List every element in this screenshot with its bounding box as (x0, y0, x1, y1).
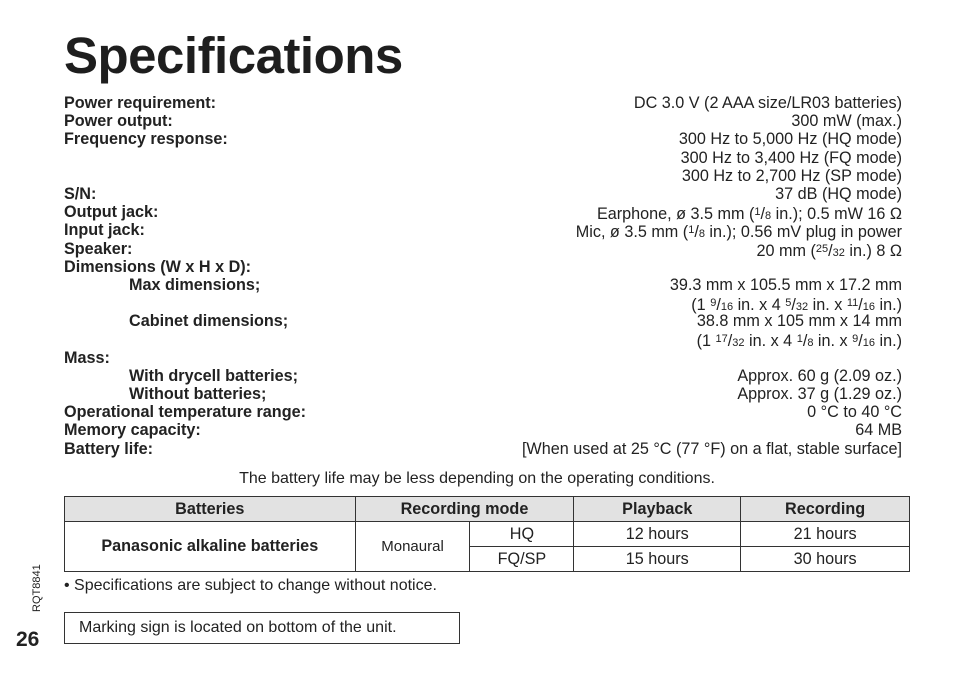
mode-cell: FQ/SP (470, 547, 574, 572)
spec-input-jack (64, 221, 902, 242)
page-title: Specifications (64, 27, 403, 84)
spec-label: With drycell batteries; (129, 366, 298, 385)
recording-cell: 30 hours (741, 547, 910, 572)
specifications-list (64, 94, 902, 458)
recording-cell: 21 hours (741, 522, 910, 547)
spec-label: Dimensions (W x H x D): (64, 257, 252, 276)
spec-value: 38.8 mm x 105 mm x 14 mm (696, 312, 902, 331)
document-code: RQT8841 (31, 564, 43, 612)
battery-life-table (64, 496, 910, 572)
spec-dimensions (64, 258, 902, 276)
spec-value: (1 $^{17}$/32 in. x 4 $^1$/8 in. x $^9$/16 in.) (696, 332, 902, 351)
table-header: Batteries (65, 497, 356, 522)
change-notice: • Specifications are subject to change without notice. (64, 577, 437, 594)
battery-life-note: The battery life may be less depending on the operating conditions. (239, 470, 715, 487)
spec-value: 39.3 mm x 105.5 mm x 17.2 mm (669, 275, 902, 294)
spec-sn (64, 185, 902, 203)
spec-max-dimensions-inch (64, 294, 902, 315)
marking-sign-note: Marking sign is located on bottom of the unit. (64, 612, 460, 644)
mode-cell: HQ (470, 522, 574, 547)
spec-max-dimensions (64, 276, 902, 294)
spec-label: Max dimensions; (129, 275, 261, 294)
playback-cell: 15 hours (574, 547, 741, 572)
channel-cell: Monaural (355, 522, 470, 572)
spec-power-requirement (64, 94, 902, 112)
spec-frequency-response-sp (64, 167, 902, 185)
spec-value: [When used at 25 °C (77 °F) on a flat, stable surface] (521, 439, 902, 458)
spec-value: Earphone, ø 3.5 mm ($^1$/8 in.); 0.5 mW 16 Ω (596, 205, 902, 224)
spec-mass (64, 349, 902, 367)
spec-label: Mass: (64, 348, 110, 367)
spec-speaker (64, 240, 902, 258)
table-header: Recording mode (355, 497, 574, 522)
spec-cabinet-dimensions (64, 312, 902, 330)
spec-battery-life (64, 440, 902, 458)
spec-value: 0 °C to 40 °C (807, 403, 902, 422)
spec-value: DC 3.0 V (2 AAA size/LR03 batteries) (633, 94, 902, 112)
spec-label: Operational temperature range: (64, 403, 306, 422)
table-header: Playback (574, 497, 741, 522)
spec-value: (1 $^9$/16 in. x 4 $^5$/32 in. x $^{11}$/16 in.) (691, 296, 902, 315)
page-number: 26 (16, 628, 40, 651)
spec-operational-temperature (64, 403, 902, 421)
spec-frequency-response-fq (64, 149, 902, 167)
spec-without-batteries (64, 385, 902, 403)
playback-cell: 12 hours (574, 522, 741, 547)
spec-label: Cabinet dimensions; (129, 312, 289, 331)
spec-value: Approx. 60 g (2.09 oz.) (737, 366, 902, 385)
spec-label: Input jack: (64, 221, 145, 240)
spec-value: 300 Hz to 5,000 Hz (HQ mode) (678, 130, 902, 149)
spec-memory-capacity (64, 421, 902, 439)
spec-cabinet-dimensions-inch (64, 330, 902, 351)
spec-value: Approx. 37 g (1.29 oz.) (737, 385, 902, 403)
spec-label: Battery life: (64, 439, 154, 458)
spec-label: Frequency response: (64, 130, 228, 149)
battery-type-cell: Panasonic alkaline batteries (65, 522, 356, 572)
spec-value: 300 mW (max.) (791, 112, 902, 131)
spec-frequency-response (64, 130, 902, 148)
spec-power-output (64, 112, 902, 130)
table-row (65, 522, 910, 547)
table-header-row (65, 497, 910, 522)
spec-value: 300 Hz to 3,400 Hz (FQ mode) (680, 148, 902, 167)
spec-with-batteries (64, 367, 902, 385)
spec-value: 20 mm ($^{25}$/32 in.) 8 Ω (756, 241, 902, 260)
spec-value: 64 MB (855, 421, 902, 440)
spec-value: Mic, ø 3.5 mm ($^1$/8 in.); 0.56 mV plug in power (575, 223, 902, 242)
table-header: Recording (741, 497, 910, 522)
spec-label: Power output: (64, 112, 173, 131)
spec-value: 37 dB (HQ mode) (775, 184, 902, 203)
spec-label: Output jack: (64, 203, 159, 222)
spec-output-jack (64, 203, 902, 224)
spec-label: Without batteries; (129, 385, 267, 403)
spec-label: S/N: (64, 184, 97, 203)
spec-label: Speaker: (64, 239, 133, 258)
spec-label: Memory capacity: (64, 421, 201, 440)
spec-label: Power requirement: (64, 94, 217, 112)
spec-value: 300 Hz to 2,700 Hz (SP mode) (681, 166, 902, 185)
